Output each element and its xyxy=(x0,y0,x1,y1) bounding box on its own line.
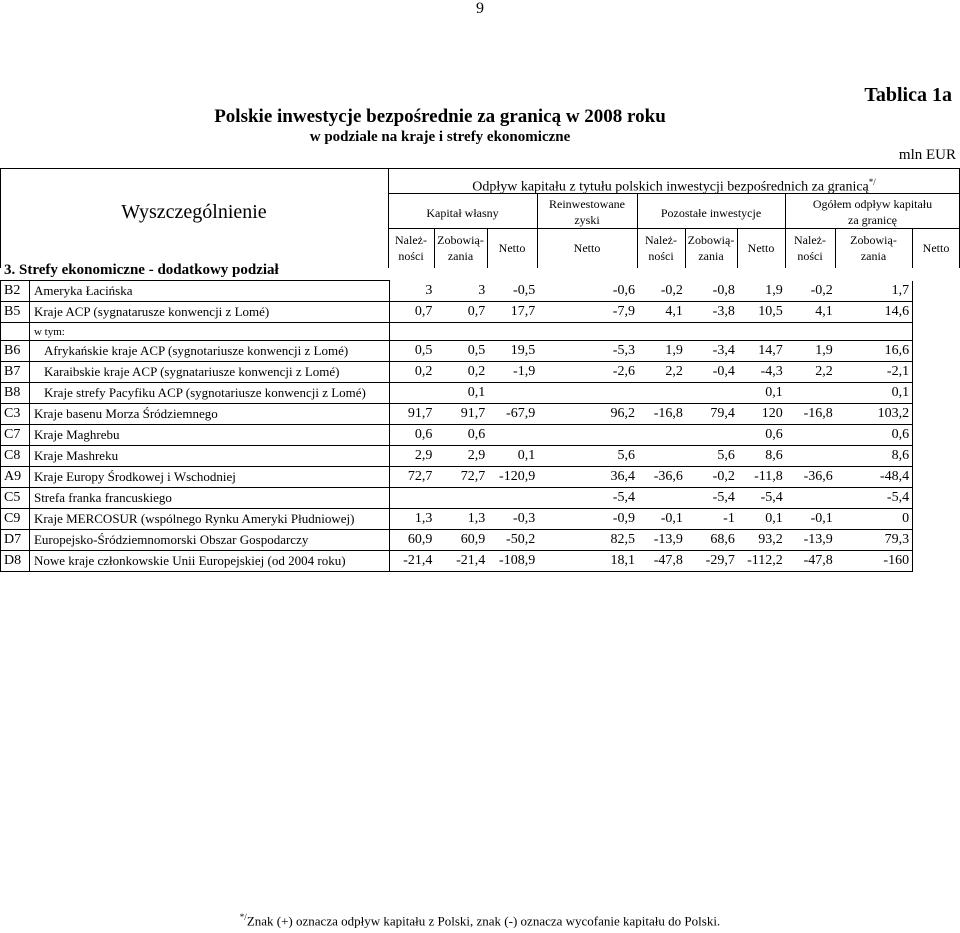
page-number: 9 xyxy=(476,0,484,17)
row-value: -4,3 xyxy=(738,362,786,383)
data-table xyxy=(0,280,960,572)
row-value: -48,4 xyxy=(836,467,913,488)
table-row xyxy=(1,341,960,362)
row-code: C9 xyxy=(1,509,30,530)
row-value: 103,2 xyxy=(836,404,913,425)
row-name: Kraje Maghrebu xyxy=(29,425,389,446)
header-outflow: Odpływ kapitału z tytułu polskich inwestycji bezpośrednich za granicą*/ xyxy=(472,177,876,195)
table-row xyxy=(1,281,960,302)
row-value: -0,1 xyxy=(786,509,836,530)
row-value: 79,3 xyxy=(836,530,913,551)
row-code: C3 xyxy=(1,404,30,425)
row-value: -108,9 xyxy=(488,551,538,572)
row-value: 93,2 xyxy=(738,530,786,551)
table-row xyxy=(1,383,960,404)
table-row xyxy=(1,467,960,488)
row-value: 19,5 xyxy=(488,341,538,362)
row-value: 82,5 xyxy=(538,530,638,551)
table-row xyxy=(1,323,960,341)
row-value: 1,3 xyxy=(389,509,435,530)
row-code: C5 xyxy=(1,488,30,509)
table-row xyxy=(1,488,960,509)
row-value: -2,1 xyxy=(836,362,913,383)
row-value: 0,5 xyxy=(435,341,488,362)
row-value: -67,9 xyxy=(488,404,538,425)
row-value: -3,4 xyxy=(686,341,738,362)
row-value: 0,1 xyxy=(738,509,786,530)
row-value: -50,2 xyxy=(488,530,538,551)
row-value xyxy=(538,425,638,446)
row-value: -5,3 xyxy=(538,341,638,362)
table-row xyxy=(1,404,960,425)
row-value: 36,4 xyxy=(538,467,638,488)
table-row xyxy=(1,362,960,383)
header-assets-total: Należ- ności xyxy=(794,233,826,263)
row-value: -5,4 xyxy=(538,488,638,509)
row-value: 79,4 xyxy=(686,404,738,425)
header-assets-other: Należ- ności xyxy=(645,233,677,263)
row-value: 72,7 xyxy=(389,467,435,488)
row-name: Karaibskie kraje ACP (sygnatariusze konwencji z Lomé) xyxy=(29,362,389,383)
row-value: -1,9 xyxy=(488,362,538,383)
row-value: 0,6 xyxy=(389,425,435,446)
row-name: Kraje MERCOSUR (wspólnego Rynku Ameryki Płudniowej) xyxy=(29,509,389,530)
row-value: -11,8 xyxy=(738,467,786,488)
row-value: 2,2 xyxy=(786,362,836,383)
row-value: 14,7 xyxy=(738,341,786,362)
row-name: Strefa franka francuskiego xyxy=(29,488,389,509)
row-value: 68,6 xyxy=(686,530,738,551)
row-value: 0,7 xyxy=(389,302,435,323)
row-value: -29,7 xyxy=(686,551,738,572)
row-code: D7 xyxy=(1,530,30,551)
row-value: -0,9 xyxy=(538,509,638,530)
row-value: 5,6 xyxy=(686,446,738,467)
row-value: -3,8 xyxy=(686,302,738,323)
row-value: 0,1 xyxy=(738,383,786,404)
row-code: B5 xyxy=(1,302,30,323)
row-value: 0,6 xyxy=(836,425,913,446)
row-value: 14,6 xyxy=(836,302,913,323)
row-value: -0,1 xyxy=(638,509,686,530)
row-code: D8 xyxy=(1,551,30,572)
row-value: -36,6 xyxy=(638,467,686,488)
row-value: 0,1 xyxy=(836,383,913,404)
row-value: 0,7 xyxy=(435,302,488,323)
row-value: 91,7 xyxy=(389,404,435,425)
row-value: -0,2 xyxy=(638,281,686,302)
row-value: 17,7 xyxy=(488,302,538,323)
row-value: 0,6 xyxy=(738,425,786,446)
row-value: -0,4 xyxy=(686,362,738,383)
header-net-total: Netto xyxy=(922,241,950,255)
row-value: -0,6 xyxy=(538,281,638,302)
row-value xyxy=(538,323,638,341)
row-value xyxy=(638,488,686,509)
table-row xyxy=(1,509,960,530)
row-name: Nowe kraje członkowskie Unii Europejskiej (od 2004 roku) xyxy=(29,551,389,572)
row-value: -1 xyxy=(686,509,738,530)
section-title: 3. Strefy ekonomiczne - dodatkowy podział xyxy=(4,262,279,278)
row-value: -16,8 xyxy=(786,404,836,425)
header-net-equity: Netto xyxy=(498,241,526,255)
row-value: -120,9 xyxy=(488,467,538,488)
row-value xyxy=(435,488,488,509)
row-code: C8 xyxy=(1,446,30,467)
row-value xyxy=(786,383,836,404)
row-value xyxy=(638,446,686,467)
row-value xyxy=(686,383,738,404)
row-value: 0,2 xyxy=(435,362,488,383)
row-value: -0,3 xyxy=(488,509,538,530)
row-name: Kraje ACP (sygnatarusze konwencji z Lomé) xyxy=(29,302,389,323)
row-value: 91,7 xyxy=(435,404,488,425)
header-liabilities-equity: Zobowią- zania xyxy=(437,233,484,263)
row-value: -160 xyxy=(836,551,913,572)
row-value: -112,2 xyxy=(738,551,786,572)
row-value: 3 xyxy=(389,281,435,302)
row-value: -5,4 xyxy=(836,488,913,509)
row-value xyxy=(786,323,836,341)
header-liabilities-total: Zobowią- zania xyxy=(850,233,897,263)
row-value: 3 xyxy=(435,281,488,302)
row-value: 2,2 xyxy=(638,362,686,383)
table-row xyxy=(1,425,960,446)
row-value: 60,9 xyxy=(389,530,435,551)
row-name: Kraje Mashreku xyxy=(29,446,389,467)
row-value: 1,9 xyxy=(738,281,786,302)
row-value: 72,7 xyxy=(435,467,488,488)
row-value: 8,6 xyxy=(738,446,786,467)
row-value: 0,1 xyxy=(488,446,538,467)
table-id: Tablica 1a xyxy=(864,84,952,106)
table-row xyxy=(1,302,960,323)
row-code: A9 xyxy=(1,467,30,488)
row-value: 5,6 xyxy=(538,446,638,467)
row-value xyxy=(435,323,488,341)
header-equity: Kapitał własny xyxy=(426,206,499,220)
header-reinvested: Reinwestowane zyski xyxy=(549,197,625,227)
row-value: -0,5 xyxy=(488,281,538,302)
row-value xyxy=(488,488,538,509)
row-value: 120 xyxy=(738,404,786,425)
row-value: 0,2 xyxy=(389,362,435,383)
row-value xyxy=(638,383,686,404)
row-value xyxy=(488,323,538,341)
row-value: 0 xyxy=(836,509,913,530)
footnote: */Znak (+) oznacza odpływ kapitału z Polski, znak (-) oznacza wycofanie kapitału do Polski. xyxy=(239,912,721,929)
row-code: B8 xyxy=(1,383,30,404)
row-code xyxy=(1,323,30,341)
row-code: B2 xyxy=(1,281,30,302)
row-value xyxy=(389,323,435,341)
header-net-other: Netto xyxy=(747,241,775,255)
row-value: 1,7 xyxy=(836,281,913,302)
row-value: 1,9 xyxy=(638,341,686,362)
row-name: Ameryka Łacińska xyxy=(29,281,389,302)
row-value xyxy=(786,488,836,509)
row-value: -21,4 xyxy=(435,551,488,572)
row-value: -0,2 xyxy=(686,467,738,488)
row-value: 4,1 xyxy=(786,302,836,323)
row-value: -47,8 xyxy=(638,551,686,572)
row-value xyxy=(786,446,836,467)
row-value xyxy=(538,383,638,404)
row-value xyxy=(738,323,786,341)
row-value: -16,8 xyxy=(638,404,686,425)
row-value xyxy=(686,425,738,446)
row-value: 60,9 xyxy=(435,530,488,551)
row-value: 1,9 xyxy=(786,341,836,362)
row-value xyxy=(786,425,836,446)
row-value: 4,1 xyxy=(638,302,686,323)
table-title: Polskie inwestycje bezpośrednie za granicą w 2008 roku xyxy=(214,106,666,127)
row-value: 0,6 xyxy=(435,425,488,446)
row-value: 2,9 xyxy=(435,446,488,467)
row-value: -2,6 xyxy=(538,362,638,383)
row-value xyxy=(389,488,435,509)
row-value: -0,2 xyxy=(786,281,836,302)
header-net-reinvested: Netto xyxy=(573,241,601,255)
row-value: 0,5 xyxy=(389,341,435,362)
row-code: C7 xyxy=(1,425,30,446)
row-name: w tym: xyxy=(29,323,389,341)
row-name: Afrykańskie kraje ACP (sygnotariusze konwencji z Lomé) xyxy=(29,341,389,362)
row-value: -21,4 xyxy=(389,551,435,572)
row-value: 0,1 xyxy=(435,383,488,404)
row-value: -7,9 xyxy=(538,302,638,323)
row-value: -5,4 xyxy=(738,488,786,509)
header-specification: Wyszczególnienie xyxy=(121,201,267,223)
row-name: Kraje basenu Morza Śródziemnego xyxy=(29,404,389,425)
row-value xyxy=(836,323,913,341)
row-code: B7 xyxy=(1,362,30,383)
table-row xyxy=(1,551,960,572)
table-row xyxy=(1,446,960,467)
row-value: -5,4 xyxy=(686,488,738,509)
row-value xyxy=(389,383,435,404)
row-value: -0,8 xyxy=(686,281,738,302)
header-total-outflow: Ogółem odpływ kapitału za granicę xyxy=(812,197,933,227)
table-row xyxy=(1,530,960,551)
row-name: Europejsko-Śródziemnomorski Obszar Gospodarczy xyxy=(29,530,389,551)
header-other-investment: Pozostałe inwestycje xyxy=(660,206,762,220)
row-value: 10,5 xyxy=(738,302,786,323)
table-subtitle: w podziale na kraje i strefy ekonomiczne xyxy=(309,129,571,145)
header-assets-equity: Należ- ności xyxy=(395,233,427,263)
row-code: B6 xyxy=(1,341,30,362)
row-value: 96,2 xyxy=(538,404,638,425)
row-value: -13,9 xyxy=(638,530,686,551)
row-value: -36,6 xyxy=(786,467,836,488)
row-value xyxy=(638,323,686,341)
row-value: 1,3 xyxy=(435,509,488,530)
row-name: Kraje Europy Środkowej i Wschodniej xyxy=(29,467,389,488)
row-value: 18,1 xyxy=(538,551,638,572)
row-value: -13,9 xyxy=(786,530,836,551)
header-liabilities-other: Zobowią- zania xyxy=(687,233,735,263)
row-name: Kraje strefy Pacyfiku ACP (sygnotariusze konwencji z Lomé) xyxy=(29,383,389,404)
row-value xyxy=(488,425,538,446)
row-value: 16,6 xyxy=(836,341,913,362)
row-value: -47,8 xyxy=(786,551,836,572)
row-value: 2,9 xyxy=(389,446,435,467)
unit-label: mln EUR xyxy=(898,147,956,163)
row-value: 8,6 xyxy=(836,446,913,467)
row-value xyxy=(488,383,538,404)
row-value xyxy=(686,323,738,341)
row-value xyxy=(638,425,686,446)
